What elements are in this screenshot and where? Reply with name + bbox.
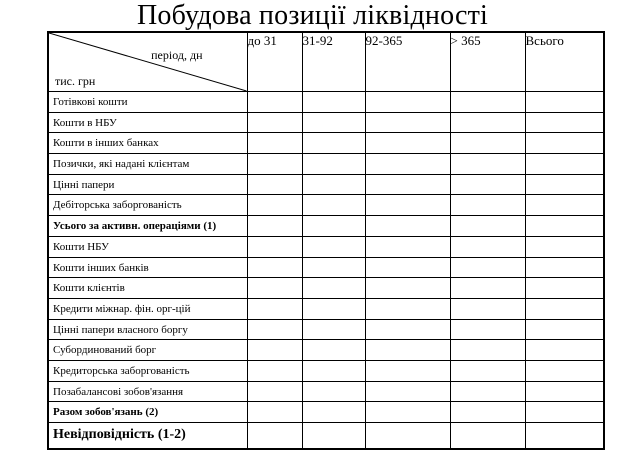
- value-cell: [247, 402, 302, 423]
- value-cell: [247, 154, 302, 175]
- value-cell: [365, 298, 450, 319]
- row-label: Цінні папери власного боргу: [48, 319, 247, 340]
- value-cell: [525, 381, 604, 402]
- table-row: [48, 319, 604, 340]
- table-row: [48, 112, 604, 133]
- value-cell: [247, 195, 302, 216]
- row-label: Позички, які надані клієнтам: [48, 154, 247, 175]
- value-cell: [365, 423, 450, 449]
- value-cell: [450, 402, 525, 423]
- value-cell: [302, 195, 365, 216]
- value-cell: [247, 319, 302, 340]
- row-label: Кредиторська заборгованість: [48, 360, 247, 381]
- value-cell: [302, 92, 365, 113]
- value-cell: [525, 319, 604, 340]
- value-cell: [525, 257, 604, 278]
- table-row: [48, 154, 604, 175]
- table-row: [48, 257, 604, 278]
- value-cell: [247, 423, 302, 449]
- value-cell: [247, 133, 302, 154]
- value-cell: [247, 381, 302, 402]
- value-cell: [365, 195, 450, 216]
- value-cell: [247, 360, 302, 381]
- value-cell: [365, 154, 450, 175]
- row-label: Кошти НБУ: [48, 236, 247, 257]
- value-cell: [525, 112, 604, 133]
- value-cell: [525, 278, 604, 299]
- table-row: [48, 381, 604, 402]
- value-cell: [450, 340, 525, 361]
- value-cell: [525, 154, 604, 175]
- row-label: Дебіторська заборгованість: [48, 195, 247, 216]
- value-cell: [450, 195, 525, 216]
- value-cell: [302, 298, 365, 319]
- value-cell: [247, 216, 302, 237]
- value-cell: [247, 257, 302, 278]
- value-cell: [302, 236, 365, 257]
- value-cell: [365, 133, 450, 154]
- table-row: [48, 340, 604, 361]
- value-cell: [525, 92, 604, 113]
- value-cell: [525, 216, 604, 237]
- row-label: Кошти клієнтів: [48, 278, 247, 299]
- value-cell: [365, 92, 450, 113]
- value-cell: [450, 154, 525, 175]
- row-label: Кошти інших банків: [48, 257, 247, 278]
- value-cell: [450, 381, 525, 402]
- value-cell: [302, 319, 365, 340]
- value-cell: [302, 360, 365, 381]
- mismatch-row: [48, 423, 604, 449]
- column-header-up-to-31: до 31: [247, 32, 302, 92]
- value-cell: [247, 340, 302, 361]
- value-cell: [247, 112, 302, 133]
- value-cell: [450, 278, 525, 299]
- value-cell: [365, 257, 450, 278]
- value-cell: [450, 92, 525, 113]
- value-cell: [247, 298, 302, 319]
- column-header-31-92: 31-92: [302, 32, 365, 92]
- value-cell: [525, 298, 604, 319]
- value-cell: [525, 174, 604, 195]
- column-header-92-365: 92-365: [365, 32, 450, 92]
- value-cell: [450, 133, 525, 154]
- value-cell: [525, 360, 604, 381]
- table-row: [48, 236, 604, 257]
- value-cell: [365, 236, 450, 257]
- value-cell: [525, 423, 604, 449]
- value-cell: [525, 402, 604, 423]
- row-label: Кошти в НБУ: [48, 112, 247, 133]
- diagonal-header-cell: [48, 32, 247, 92]
- table-row: [48, 298, 604, 319]
- table-row: [48, 195, 604, 216]
- value-cell: [247, 92, 302, 113]
- value-cell: [302, 257, 365, 278]
- value-cell: [450, 319, 525, 340]
- row-label: Усього за активн. операціями (1): [48, 216, 247, 237]
- value-cell: [450, 298, 525, 319]
- value-cell: [302, 423, 365, 449]
- column-header-over-365: > 365: [450, 32, 525, 92]
- period-label: період, дн: [151, 48, 203, 62]
- value-cell: [365, 381, 450, 402]
- value-cell: [302, 381, 365, 402]
- row-label: Кошти в інших банках: [48, 133, 247, 154]
- column-header-total: Всього: [525, 32, 604, 92]
- liquidity-table: [47, 31, 605, 450]
- table-body: [48, 92, 604, 449]
- row-label: Разом зобов'язань (2): [48, 402, 247, 423]
- row-label: Кредити міжнар. фін. орг-цій: [48, 298, 247, 319]
- value-cell: [450, 360, 525, 381]
- row-label: Позабалансові зобов'язання: [48, 381, 247, 402]
- value-cell: [302, 174, 365, 195]
- value-cell: [525, 340, 604, 361]
- value-cell: [302, 278, 365, 299]
- value-cell: [302, 133, 365, 154]
- header-row: [48, 32, 604, 92]
- value-cell: [450, 112, 525, 133]
- row-label: Готівкові кошти: [48, 92, 247, 113]
- value-cell: [365, 112, 450, 133]
- table-row: [48, 216, 604, 237]
- table-row: [48, 92, 604, 113]
- table-row: [48, 174, 604, 195]
- value-cell: [302, 112, 365, 133]
- value-cell: [302, 154, 365, 175]
- value-cell: [365, 402, 450, 423]
- row-label: Субординований борг: [48, 340, 247, 361]
- row-label: Цінні папери: [48, 174, 247, 195]
- table-row: [48, 360, 604, 381]
- value-cell: [525, 133, 604, 154]
- unit-label: тис. грн: [55, 74, 96, 88]
- mismatch-row-label: Невідповідність (1-2): [48, 423, 247, 449]
- value-cell: [247, 236, 302, 257]
- value-cell: [365, 340, 450, 361]
- table-row: [48, 402, 604, 423]
- value-cell: [302, 216, 365, 237]
- value-cell: [365, 360, 450, 381]
- value-cell: [247, 278, 302, 299]
- value-cell: [450, 174, 525, 195]
- table-row: [48, 133, 604, 154]
- value-cell: [365, 216, 450, 237]
- value-cell: [450, 423, 525, 449]
- value-cell: [365, 319, 450, 340]
- value-cell: [247, 174, 302, 195]
- value-cell: [302, 402, 365, 423]
- value-cell: [365, 174, 450, 195]
- page-title: Побудова позиції ліквідності: [136, 0, 489, 31]
- value-cell: [302, 340, 365, 361]
- value-cell: [525, 195, 604, 216]
- table-row: [48, 278, 604, 299]
- value-cell: [450, 257, 525, 278]
- value-cell: [365, 278, 450, 299]
- value-cell: [450, 216, 525, 237]
- value-cell: [525, 236, 604, 257]
- value-cell: [450, 236, 525, 257]
